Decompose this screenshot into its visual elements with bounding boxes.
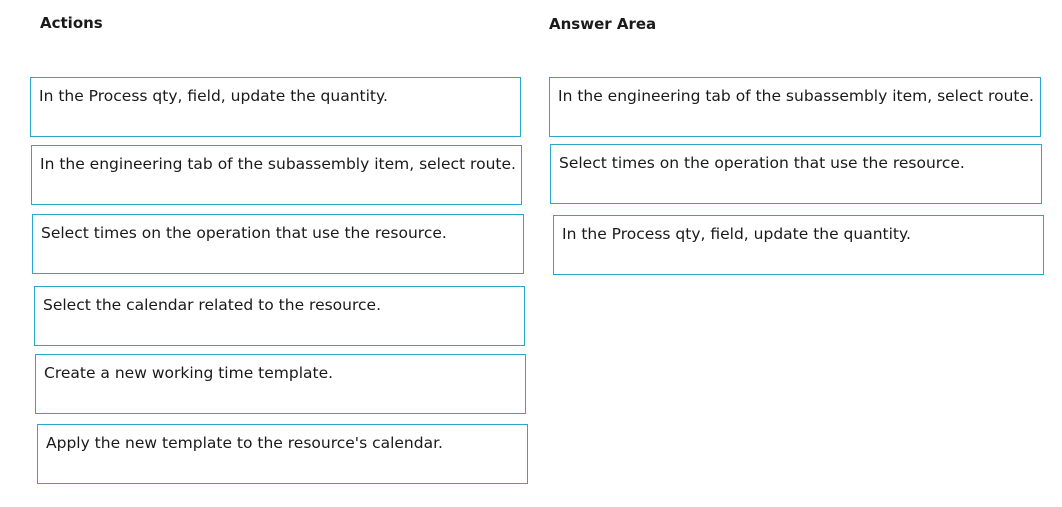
answer-item[interactable] <box>553 215 1044 275</box>
actions-heading: Actions <box>40 14 103 32</box>
answer-item[interactable] <box>550 144 1042 204</box>
action-item[interactable] <box>32 214 524 274</box>
answer-area-heading: Answer Area <box>549 15 657 33</box>
action-item[interactable] <box>31 145 522 205</box>
answer-item[interactable] <box>549 77 1041 137</box>
action-item-label: Select the calendar related to the resource. <box>43 296 382 314</box>
answer-item-label: In the Process qty, field, update the quantity. <box>562 225 911 243</box>
answer-item-label: In the engineering tab of the subassembly item, select route. <box>558 87 1034 105</box>
answer-item-label: Select times on the operation that use the resource. <box>559 154 965 172</box>
action-item-label: Create a new working time template. <box>44 364 334 382</box>
action-item[interactable] <box>30 77 521 137</box>
action-item[interactable] <box>37 424 528 484</box>
action-item-label: Select times on the operation that use the resource. <box>41 224 447 242</box>
action-item-label: Apply the new template to the resource's calendar. <box>46 434 443 452</box>
action-item-label: In the Process qty, field, update the quantity. <box>39 87 388 105</box>
action-item[interactable] <box>35 354 526 414</box>
action-item-label: In the engineering tab of the subassembly item, select route. <box>40 155 516 173</box>
action-item[interactable] <box>34 286 525 346</box>
